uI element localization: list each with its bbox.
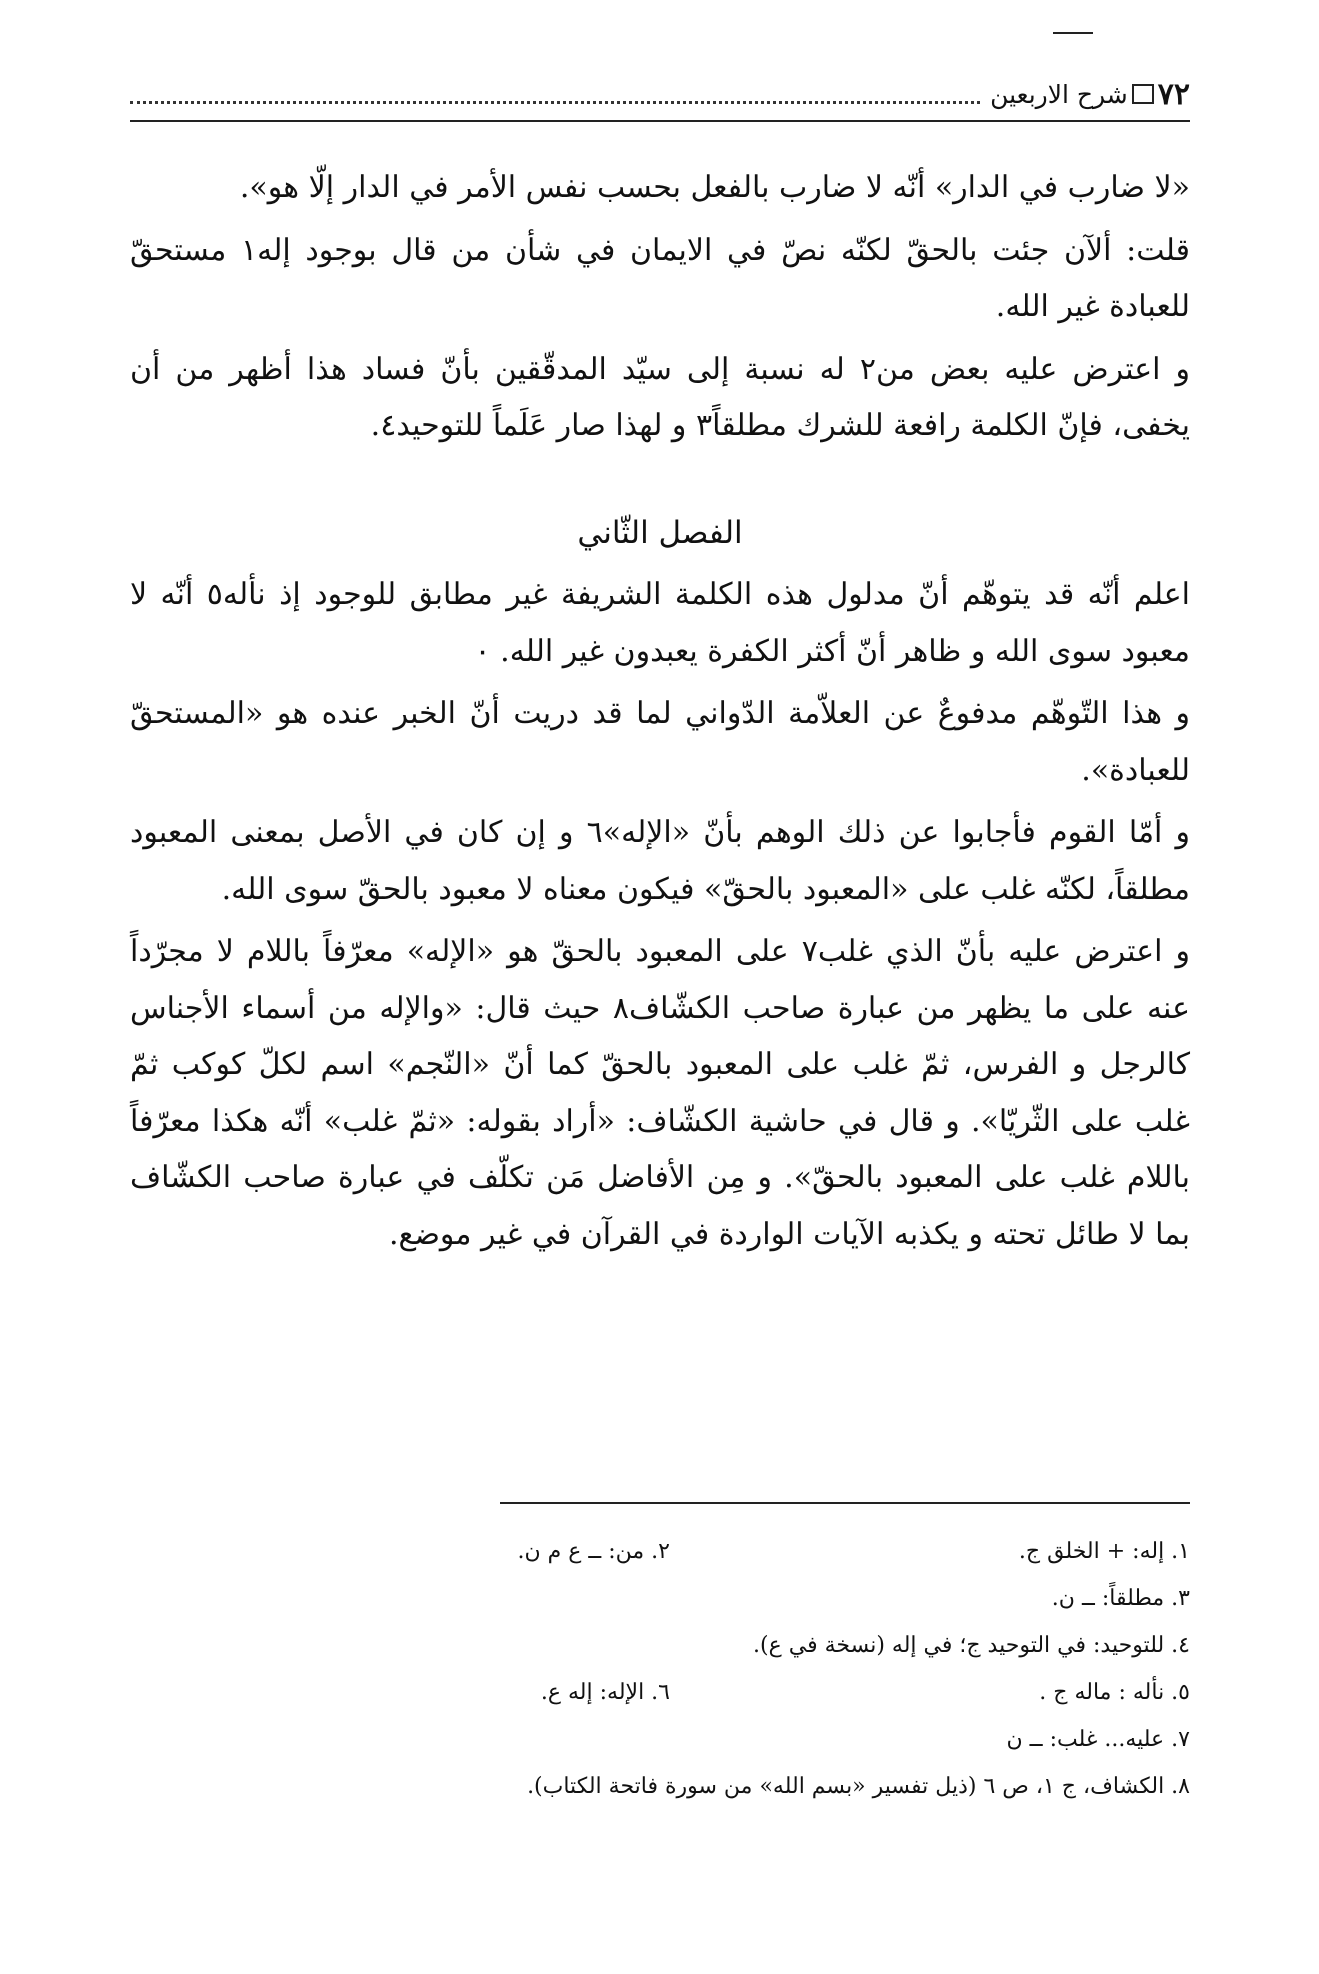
section-heading: الفصل الثّاني xyxy=(577,514,743,551)
footnote-row xyxy=(130,1575,1190,1622)
paragraph-5: و هذا التّوهّم مدفوعٌ عن العلاّمة الدّواني لما قد دريت أنّ الخبر عنده هو «المستحقّ للعبادة». xyxy=(130,696,1190,788)
running-header xyxy=(130,70,1190,118)
paragraph-6: و أمّا القوم فأجابوا عن ذلك الوهم بأنّ «الإله»٦ و إن كان في الأصل بمعنى المعبود مطلقاً، لكنّه غلب على «المعبود بالحقّ» فيكون معناه لا معبود بالحقّ سوى الله. xyxy=(130,815,1190,907)
footnote-8: ٨. الكشاف، ج ١، ص ٦ (ذيل تفسير «بسم الله» من سورة فاتحة الكتاب). xyxy=(527,1774,1190,1799)
footnote-row xyxy=(130,1669,1190,1716)
footnote-6: ٦. الإله: إله ع. xyxy=(540,1680,670,1705)
paragraph-4: اعلم أنّه قد يتوهّم أنّ مدلول هذه الكلمة الشريفة غير مطابق للوجود إذ نأله٥ أنّه لا معبود سوى الله و ظاهر أنّ أكثر الكفرة يعبدون غير الله. ٠ xyxy=(130,577,1190,669)
footnote-3: ٣. مطلقاً: ــ ن. xyxy=(1051,1586,1190,1611)
paragraph-7: و اعترض عليه بأنّ الذي غلب٧ على المعبود بالحقّ هو «الإله» معرّفاً باللام لا مجرّداً عنه على ما يظهر من عبارة صاحب الكشّاف٨ حيث قال: «والإله من أسماء الأجناس كالرجل و الفرس، ثمّ غلب على المعبود بالحقّ كما أنّ «النّجم» اسم لكلّ كوكب ثمّ غلب على الثّريّا». و قال في حاشية الكشّاف: «أراد بقوله: «ثمّ غلب» أنّه هكذا معرّفاً باللام غلب على المعبود بالحقّ». و مِن الأفاضل مَن تكلّف في عبارة صاحب الكشّاف بما لا طائل تحته و يكذبه الآيات الواردة في القرآن في غير موضع. xyxy=(130,934,1190,1252)
paragraph-3: و اعترض عليه بعض من٢ له نسبة إلى سيّد المدقّقين بأنّ فساد هذا أظهر من أن يخفى، فإنّ الكلمة رافعة للشرك مطلقاً٣ و لهذا صار عَلَماً للتوحيد٤. xyxy=(130,351,1191,443)
footnote-rule xyxy=(500,1502,1190,1504)
main-text xyxy=(130,160,1190,1263)
header-box-ornament xyxy=(1132,84,1154,104)
footnote-5: ٥. نأله : ماله ج . xyxy=(1039,1680,1190,1705)
page-number: ٧٢ xyxy=(1157,76,1190,112)
header-dot-leader xyxy=(130,85,980,104)
footnote-row xyxy=(130,1528,1190,1575)
footnote-7: ٧. عليه... غلب: ــ ن xyxy=(1006,1727,1190,1752)
top-mark-line xyxy=(1053,32,1093,34)
paragraph-1: «لا ضارب في الدار» أنّه لا ضارب بالفعل بحسب نفس الأمر في الدار إلّا هو». xyxy=(239,170,1190,205)
footnote-1: ١. إله: + الخلق ج. xyxy=(1018,1539,1190,1564)
footnote-2: ٢. من: ــ ع م ن. xyxy=(517,1539,670,1564)
footnote-4: ٤. للتوحيد: في التوحيد ج؛ في إله (نسخة في ع). xyxy=(753,1633,1190,1658)
footnote-row xyxy=(130,1622,1190,1669)
header-rule xyxy=(130,120,1190,122)
paragraph-2: قلت: ألآن جئت بالحقّ لكنّه نصّ في الايمان في شأن من قال بوجود إله١ مستحقّ للعبادة غير الله. xyxy=(130,232,1190,324)
running-title: شرح الاربعين xyxy=(990,79,1128,109)
footnote-row xyxy=(130,1763,1190,1810)
footnotes xyxy=(130,1528,1190,1810)
footnote-row xyxy=(130,1716,1190,1763)
